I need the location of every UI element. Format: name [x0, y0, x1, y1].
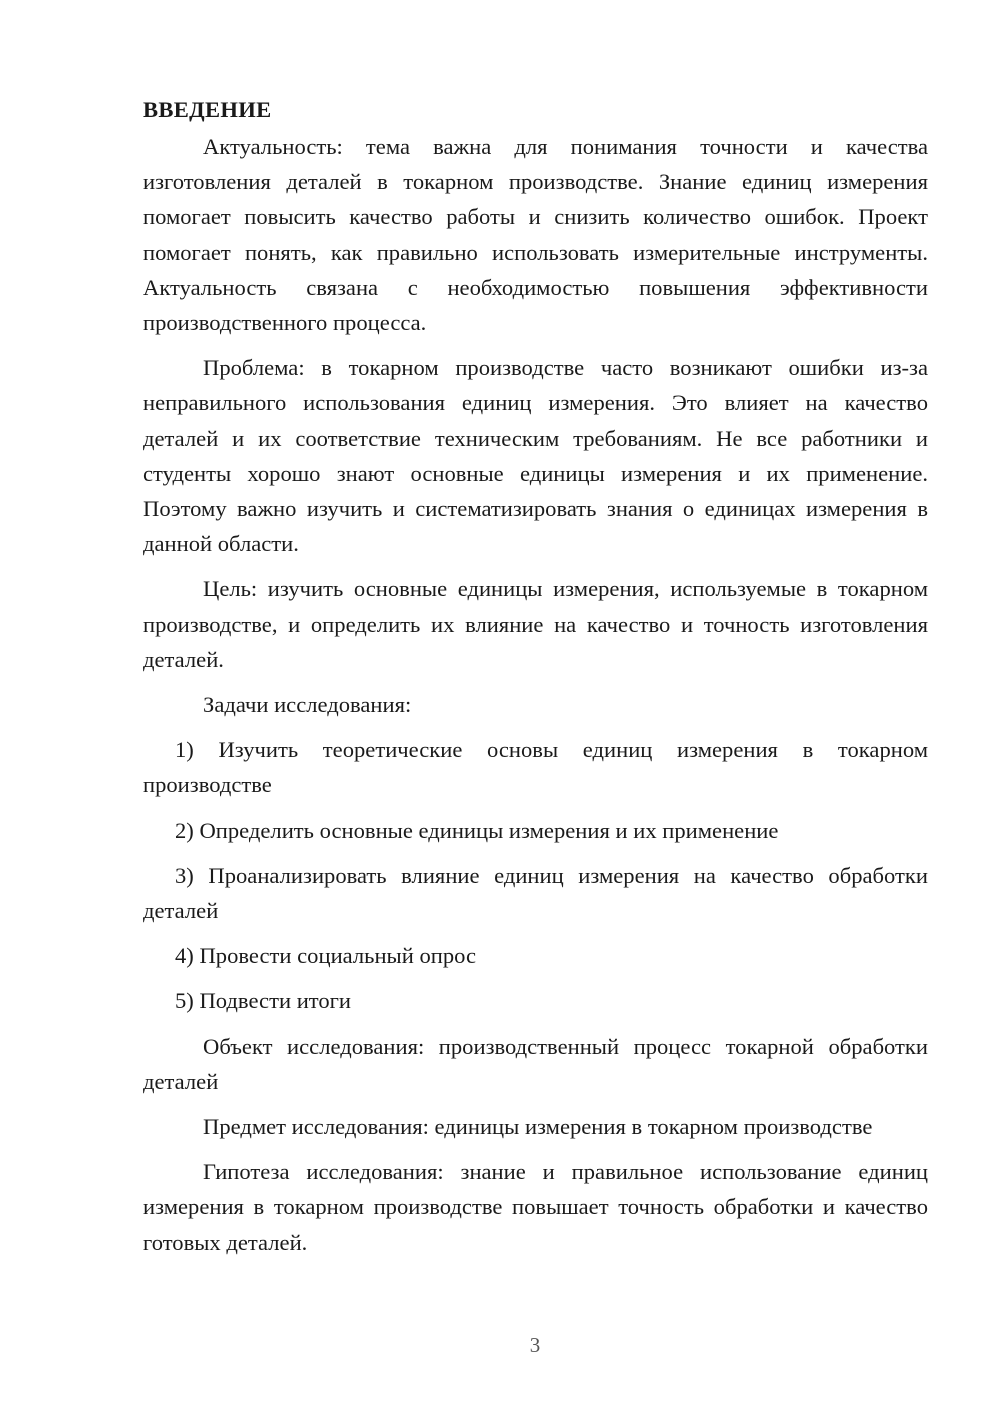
section-title: ВВЕДЕНИЕ	[143, 97, 272, 122]
subject-paragraph: Предмет исследования: единицы измерения в токарном производстве	[203, 1114, 873, 1140]
hypothesis-paragraph: Гипотеза исследования: знание и правильное использование единиц измерения в токарном производстве повышает точность обработки и качество готовых деталей.	[143, 1159, 928, 1255]
page-number: 3	[529, 1333, 541, 1357]
task-item: 1) Изучить теоретические основы единиц измерения в токарном производстве	[143, 737, 928, 798]
task-item: 2) Определить основные единицы измерения и их применение	[175, 817, 779, 843]
problem-paragraph: Проблема: в токарном производстве часто возникают ошибки из-за неправильного использования единиц измерения. Это влияет на качество деталей и их соответствие техническим требованиям. Не все работники и студенты хорошо знают основные единицы измерения и их применение. Поэтому важно изучить и систематизировать знания о единицах измерения в данной области.	[143, 355, 928, 557]
task-item: 4) Провести социальный опрос	[175, 943, 477, 969]
task-item: 5) Подвести итоги	[175, 988, 352, 1014]
goal-paragraph: Цель: изучить основные единицы измерения, используемые в токарном производстве, и определить их влияние на качество и точность изготовления деталей.	[143, 576, 928, 672]
object-paragraph: Объект исследования: производственный процесс токарной обработки деталей	[143, 1033, 928, 1094]
relevance-paragraph: Актуальность: тема важна для понимания точности и качества изготовления деталей в токарном производстве. Знание единиц измерения помогает повысить качество работы и снизить количество ошибок. Проект помогает понять, как правильно использовать измерительные инструменты. Актуальность связана с необходимостью повышения эффективности производственного процесса.	[143, 134, 928, 336]
page-content	[143, 92, 928, 1260]
tasks-heading: Задачи исследования:	[203, 692, 412, 718]
task-item: 3) Проанализировать влияние единиц измерения на качество обработки деталей	[143, 862, 928, 924]
